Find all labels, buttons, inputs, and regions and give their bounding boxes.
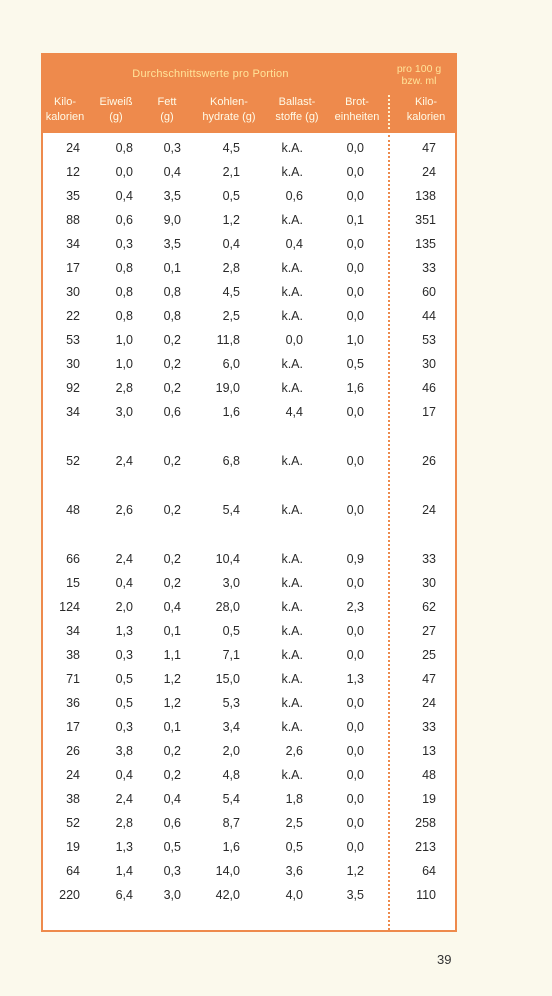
table-cell: 0,0 bbox=[346, 454, 364, 468]
table-row bbox=[43, 280, 455, 304]
table-cell: 1,3 bbox=[115, 840, 133, 854]
table-cell: 47 bbox=[422, 141, 436, 155]
table-cell: 0,2 bbox=[163, 503, 181, 517]
table-cell: 1,2 bbox=[163, 672, 181, 686]
table-row bbox=[43, 667, 455, 691]
table-cell: k.A. bbox=[281, 213, 303, 227]
table-cell: 0,2 bbox=[163, 576, 181, 590]
header-right-line2: bzw. ml bbox=[401, 75, 437, 87]
table-cell: 1,8 bbox=[285, 792, 303, 806]
table-cell: 30 bbox=[422, 576, 436, 590]
column-header-line2: (g) bbox=[160, 111, 174, 123]
table-cell: 9,0 bbox=[163, 213, 181, 227]
table-cell: 2,4 bbox=[115, 454, 133, 468]
table-cell: 24 bbox=[422, 503, 436, 517]
table-cell: 0,2 bbox=[163, 357, 181, 371]
column-header bbox=[386, 95, 466, 125]
table-row bbox=[43, 595, 455, 619]
table-cell: 66 bbox=[66, 552, 80, 566]
table-cell: 60 bbox=[422, 285, 436, 299]
nutrition-table bbox=[41, 53, 457, 932]
table-row bbox=[43, 883, 455, 907]
table-cell: 8,7 bbox=[222, 816, 240, 830]
column-header-line1: Kohlen- bbox=[210, 96, 248, 108]
table-cell: 0,0 bbox=[346, 405, 364, 419]
table-cell: 26 bbox=[66, 744, 80, 758]
table-cell: 53 bbox=[66, 333, 80, 347]
table-cell: 3,5 bbox=[163, 189, 181, 203]
header-title: Durchschnittswerte pro Portion bbox=[132, 68, 289, 80]
table-cell: 17 bbox=[422, 405, 436, 419]
table-cell: 3,5 bbox=[163, 237, 181, 251]
table-row bbox=[43, 449, 455, 473]
table-cell: 0,1 bbox=[163, 720, 181, 734]
table-row bbox=[43, 498, 455, 522]
table-cell: k.A. bbox=[281, 285, 303, 299]
table-cell: 220 bbox=[59, 888, 80, 902]
table-cell: 0,0 bbox=[346, 840, 364, 854]
table-cell: 2,6 bbox=[285, 744, 303, 758]
table-cell: 44 bbox=[422, 309, 436, 323]
table-cell: 17 bbox=[66, 261, 80, 275]
table-row bbox=[43, 835, 455, 859]
table-cell: k.A. bbox=[281, 165, 303, 179]
table-cell: 0,2 bbox=[163, 552, 181, 566]
table-cell: k.A. bbox=[281, 672, 303, 686]
table-cell: 0,5 bbox=[346, 357, 364, 371]
table-cell: 2,0 bbox=[222, 744, 240, 758]
table-cell: 19,0 bbox=[215, 381, 240, 395]
table-cell: 35 bbox=[66, 189, 80, 203]
table-cell: 2,5 bbox=[222, 309, 240, 323]
table-cell: 2,4 bbox=[115, 792, 133, 806]
table-cell: 4,5 bbox=[222, 285, 240, 299]
table-cell: 1,6 bbox=[222, 405, 240, 419]
table-cell: 48 bbox=[422, 768, 436, 782]
table-cell: 0,4 bbox=[285, 237, 303, 251]
table-cell: 0,5 bbox=[222, 189, 240, 203]
table-cell: k.A. bbox=[281, 381, 303, 395]
table-cell: 3,0 bbox=[115, 405, 133, 419]
table-row bbox=[43, 571, 455, 595]
table-cell: 3,0 bbox=[163, 888, 181, 902]
table-cell: k.A. bbox=[281, 768, 303, 782]
table-cell: 1,2 bbox=[346, 864, 364, 878]
table-cell: 12 bbox=[66, 165, 80, 179]
table-cell: k.A. bbox=[281, 357, 303, 371]
table-cell: 6,0 bbox=[222, 357, 240, 371]
column-header-line2: stoffe (g) bbox=[275, 111, 319, 123]
column-header-line1: Eiweiß bbox=[99, 96, 133, 108]
table-cell: 47 bbox=[422, 672, 436, 686]
table-cell: 0,0 bbox=[346, 503, 364, 517]
table-cell: 213 bbox=[415, 840, 436, 854]
table-row bbox=[43, 184, 455, 208]
table-row bbox=[43, 763, 455, 787]
table-cell: 0,0 bbox=[346, 744, 364, 758]
table-cell: 0,8 bbox=[115, 141, 133, 155]
table-row bbox=[43, 328, 455, 352]
table-cell: 25 bbox=[422, 648, 436, 662]
table-cell: 24 bbox=[422, 165, 436, 179]
table-cell: 15,0 bbox=[215, 672, 240, 686]
table-row bbox=[43, 739, 455, 763]
table-cell: k.A. bbox=[281, 261, 303, 275]
table-cell: 14,0 bbox=[215, 864, 240, 878]
table-cell: 24 bbox=[66, 141, 80, 155]
table-cell: 124 bbox=[59, 600, 80, 614]
table-cell: 1,0 bbox=[346, 333, 364, 347]
table-cell: 0,8 bbox=[163, 309, 181, 323]
table-cell: 4,0 bbox=[285, 888, 303, 902]
table-cell: 0,0 bbox=[346, 792, 364, 806]
table-cell: 138 bbox=[415, 189, 436, 203]
table-cell: 0,0 bbox=[346, 309, 364, 323]
table-cell: k.A. bbox=[281, 309, 303, 323]
table-cell: 0,9 bbox=[346, 552, 364, 566]
table-cell: 42,0 bbox=[215, 888, 240, 902]
table-cell: 0,1 bbox=[163, 624, 181, 638]
table-cell: 0,0 bbox=[346, 165, 364, 179]
table-cell: 4,5 bbox=[222, 141, 240, 155]
table-cell: 0,3 bbox=[115, 237, 133, 251]
table-cell: 0,6 bbox=[163, 405, 181, 419]
table-cell: 0,3 bbox=[115, 720, 133, 734]
table-cell: 0,4 bbox=[115, 768, 133, 782]
table-cell: 3,6 bbox=[285, 864, 303, 878]
table-cell: 26 bbox=[422, 454, 436, 468]
table-cell: 1,1 bbox=[163, 648, 181, 662]
table-cell: 0,0 bbox=[346, 648, 364, 662]
table-cell: 0,6 bbox=[285, 189, 303, 203]
table-cell: 22 bbox=[66, 309, 80, 323]
table-cell: 6,4 bbox=[115, 888, 133, 902]
table-cell: 0,5 bbox=[163, 840, 181, 854]
table-cell: 2,3 bbox=[346, 600, 364, 614]
table-row bbox=[43, 811, 455, 835]
table-cell: 92 bbox=[66, 381, 80, 395]
table-cell: 258 bbox=[415, 816, 436, 830]
table-cell: k.A. bbox=[281, 552, 303, 566]
table-cell: 5,4 bbox=[222, 503, 240, 517]
table-cell: 0,4 bbox=[163, 165, 181, 179]
table-cell: 0,0 bbox=[346, 576, 364, 590]
table-cell: 0,5 bbox=[115, 672, 133, 686]
table-cell: k.A. bbox=[281, 696, 303, 710]
table-cell: 1,3 bbox=[346, 672, 364, 686]
table-cell: 30 bbox=[66, 285, 80, 299]
table-row bbox=[43, 232, 455, 256]
table-cell: 88 bbox=[66, 213, 80, 227]
column-header-line2: (g) bbox=[109, 111, 123, 123]
table-cell: 27 bbox=[422, 624, 436, 638]
column-header-line2: einheiten bbox=[334, 111, 380, 123]
table-cell: 3,8 bbox=[115, 744, 133, 758]
table-cell: 19 bbox=[66, 840, 80, 854]
table-cell: k.A. bbox=[281, 141, 303, 155]
table-cell: 0,2 bbox=[163, 768, 181, 782]
table-cell: 7,1 bbox=[222, 648, 240, 662]
table-row bbox=[43, 547, 455, 571]
column-header-line2: kalorien bbox=[45, 111, 85, 123]
table-cell: 1,6 bbox=[346, 381, 364, 395]
table-cell: 34 bbox=[66, 237, 80, 251]
table-cell: 0,0 bbox=[346, 768, 364, 782]
table-cell: 0,0 bbox=[346, 261, 364, 275]
header-right-title bbox=[383, 63, 455, 87]
column-header-line1: Ballast- bbox=[278, 96, 316, 108]
table-row bbox=[43, 691, 455, 715]
table-cell: 0,4 bbox=[163, 600, 181, 614]
table-cell: 0,8 bbox=[115, 261, 133, 275]
table-cell: 36 bbox=[66, 696, 80, 710]
table-cell: 1,0 bbox=[115, 357, 133, 371]
table-cell: 34 bbox=[66, 405, 80, 419]
table-row bbox=[43, 352, 455, 376]
table-cell: 0,0 bbox=[346, 189, 364, 203]
table-cell: 62 bbox=[422, 600, 436, 614]
table-cell: 0,2 bbox=[163, 744, 181, 758]
table-cell: 0,3 bbox=[163, 141, 181, 155]
table-cell: 0,4 bbox=[222, 237, 240, 251]
table-cell: 0,2 bbox=[163, 454, 181, 468]
table-cell: 0,8 bbox=[115, 309, 133, 323]
table-cell: 48 bbox=[66, 503, 80, 517]
table-cell: 71 bbox=[66, 672, 80, 686]
table-cell: 0,8 bbox=[115, 285, 133, 299]
table-cell: 2,8 bbox=[115, 816, 133, 830]
table-row bbox=[43, 136, 455, 160]
table-cell: 5,4 bbox=[222, 792, 240, 806]
table-cell: 0,5 bbox=[115, 696, 133, 710]
table-cell: 0,0 bbox=[346, 141, 364, 155]
table-cell: k.A. bbox=[281, 720, 303, 734]
table-cell: 24 bbox=[422, 696, 436, 710]
table-cell: 0,3 bbox=[163, 864, 181, 878]
table-cell: 33 bbox=[422, 720, 436, 734]
column-header-line1: Brot- bbox=[345, 96, 369, 108]
table-cell: 19 bbox=[422, 792, 436, 806]
table-cell: k.A. bbox=[281, 624, 303, 638]
column-header-line2: kalorien bbox=[406, 111, 446, 123]
table-cell: 0,1 bbox=[346, 213, 364, 227]
table-cell: 0,1 bbox=[163, 261, 181, 275]
table-cell: 110 bbox=[416, 888, 436, 902]
table-cell: 0,8 bbox=[163, 285, 181, 299]
table-cell: 2,5 bbox=[285, 816, 303, 830]
table-cell: 3,0 bbox=[222, 576, 240, 590]
table-cell: k.A. bbox=[281, 454, 303, 468]
table-cell: 4,4 bbox=[285, 405, 303, 419]
table-cell: 0,5 bbox=[285, 840, 303, 854]
table-cell: k.A. bbox=[281, 600, 303, 614]
table-cell: 0,6 bbox=[163, 816, 181, 830]
table-cell: 30 bbox=[66, 357, 80, 371]
column-header-line1: Fett bbox=[157, 96, 177, 108]
table-cell: 2,1 bbox=[222, 165, 240, 179]
table-cell: k.A. bbox=[281, 503, 303, 517]
column-header-line2: hydrate (g) bbox=[202, 111, 256, 123]
table-cell: 2,6 bbox=[115, 503, 133, 517]
table-cell: 1,4 bbox=[115, 864, 133, 878]
header-right-line1: pro 100 g bbox=[396, 63, 442, 75]
column-header-line1: Kilo- bbox=[53, 96, 76, 108]
table-cell: 4,8 bbox=[222, 768, 240, 782]
table-cell: 0,0 bbox=[346, 816, 364, 830]
table-cell: 2,8 bbox=[115, 381, 133, 395]
table-cell: 1,3 bbox=[115, 624, 133, 638]
table-cell: 10,4 bbox=[215, 552, 240, 566]
table-cell: 38 bbox=[66, 792, 80, 806]
table-cell: 34 bbox=[66, 624, 80, 638]
table-cell: 33 bbox=[422, 261, 436, 275]
table-cell: 1,6 bbox=[222, 840, 240, 854]
table-cell: 2,4 bbox=[115, 552, 133, 566]
table-cell: 0,3 bbox=[115, 648, 133, 662]
table-cell: 1,2 bbox=[163, 696, 181, 710]
table-cell: 64 bbox=[422, 864, 436, 878]
table-cell: 0,0 bbox=[346, 624, 364, 638]
table-cell: 0,6 bbox=[115, 213, 133, 227]
table-row bbox=[43, 619, 455, 643]
table-cell: 2,8 bbox=[222, 261, 240, 275]
table-cell: 0,0 bbox=[346, 720, 364, 734]
table-cell: 17 bbox=[66, 720, 80, 734]
table-row bbox=[43, 715, 455, 739]
table-cell: 3,5 bbox=[346, 888, 364, 902]
table-cell: 15 bbox=[66, 576, 80, 590]
table-row bbox=[43, 376, 455, 400]
table-cell: 11,8 bbox=[216, 333, 240, 347]
table-row bbox=[43, 208, 455, 232]
table-cell: 1,2 bbox=[222, 213, 240, 227]
table-cell: 0,0 bbox=[115, 165, 133, 179]
table-cell: 351 bbox=[415, 213, 436, 227]
table-row bbox=[43, 256, 455, 280]
table-cell: 0,4 bbox=[163, 792, 181, 806]
table-cell: 0,0 bbox=[346, 285, 364, 299]
table-row bbox=[43, 787, 455, 811]
table-cell: 135 bbox=[415, 237, 436, 251]
table-row bbox=[43, 859, 455, 883]
table-cell: 5,3 bbox=[222, 696, 240, 710]
table-cell: 13 bbox=[422, 744, 436, 758]
table-row bbox=[43, 643, 455, 667]
table-cell: 6,8 bbox=[222, 454, 240, 468]
table-cell: 52 bbox=[66, 816, 80, 830]
table-cell: 0,2 bbox=[163, 333, 181, 347]
table-cell: 0,0 bbox=[346, 696, 364, 710]
page-number: 39 bbox=[437, 952, 452, 967]
column-header bbox=[317, 95, 397, 125]
table-cell: 24 bbox=[66, 768, 80, 782]
table-cell: 0,5 bbox=[222, 624, 240, 638]
table-row bbox=[43, 160, 455, 184]
table-cell: 0,0 bbox=[285, 333, 303, 347]
table-row bbox=[43, 400, 455, 424]
table-cell: 2,0 bbox=[115, 600, 133, 614]
table-cell: k.A. bbox=[281, 576, 303, 590]
table-cell: k.A. bbox=[281, 648, 303, 662]
table-row bbox=[43, 304, 455, 328]
table-cell: 64 bbox=[66, 864, 80, 878]
table-cell: 38 bbox=[66, 648, 80, 662]
table-cell: 46 bbox=[422, 381, 436, 395]
table-cell: 33 bbox=[422, 552, 436, 566]
table-cell: 0,4 bbox=[115, 189, 133, 203]
table-header bbox=[43, 55, 455, 133]
table-cell: 3,4 bbox=[222, 720, 240, 734]
table-cell: 28,0 bbox=[215, 600, 240, 614]
table-cell: 0,4 bbox=[115, 576, 133, 590]
table-cell: 0,0 bbox=[346, 237, 364, 251]
table-cell: 1,0 bbox=[115, 333, 133, 347]
table-cell: 30 bbox=[422, 357, 436, 371]
table-cell: 53 bbox=[422, 333, 436, 347]
table-cell: 0,2 bbox=[163, 381, 181, 395]
column-header-line1: Kilo- bbox=[414, 96, 437, 108]
table-cell: 52 bbox=[66, 454, 80, 468]
